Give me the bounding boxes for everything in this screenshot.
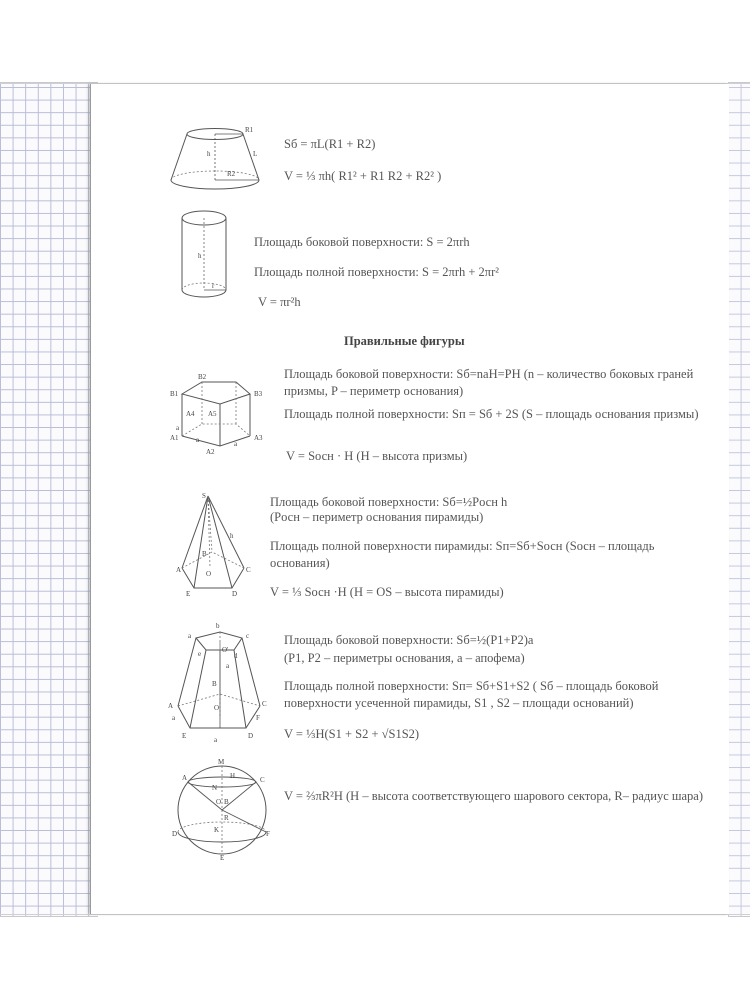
svg-text:B3: B3 <box>254 390 263 398</box>
svg-text:F: F <box>256 714 260 722</box>
svg-text:R2: R2 <box>227 170 236 178</box>
svg-text:h: h <box>198 252 202 260</box>
svg-text:A5: A5 <box>208 410 217 418</box>
prism-volume: V = Sосн · H (H – высота призмы) <box>286 449 468 463</box>
frustum-pyramid-figure <box>168 620 272 744</box>
cylinder-volume: V = πr²h <box>258 295 301 309</box>
frustum-cone-volume-formula: V = ⅓ πh( R1² + R1 R2 + R2² ) <box>284 169 442 183</box>
svg-text:r: r <box>212 282 215 290</box>
svg-text:B: B <box>212 680 217 688</box>
svg-text:D: D <box>248 732 254 740</box>
svg-text:d: d <box>234 652 238 660</box>
svg-text:F: F <box>266 830 270 838</box>
svg-text:E: E <box>182 732 187 740</box>
svg-text:a: a <box>188 632 192 640</box>
cylinder-total-area: Площадь полной поверхности: S = 2πrh + 2πr² <box>254 265 500 279</box>
frustum-pyramid-volume: V = ⅓H(S1 + S2 + √S1S2) <box>284 727 420 741</box>
svg-text:R: R <box>224 814 229 822</box>
svg-text:N: N <box>212 784 218 792</box>
svg-text:C: C <box>262 700 267 708</box>
svg-text:K: K <box>214 826 220 834</box>
svg-text:O: O <box>214 704 220 712</box>
svg-text:B: B <box>224 798 229 806</box>
prism-total-area: Площадь полной поверхности: Sп = Sб + 2S (S – площадь основания призмы) <box>284 407 699 421</box>
svg-text:a: a <box>214 736 218 744</box>
sphere-figure <box>172 756 272 864</box>
svg-text:h: h <box>230 532 234 540</box>
cylinder-lateral-area: Площадь боковой поверхности: S = 2πrh <box>254 235 470 249</box>
svg-text:L: L <box>253 150 258 158</box>
svg-text:A: A <box>168 702 174 710</box>
svg-text:A1: A1 <box>170 434 179 442</box>
pyramid-volume: V = ⅓ Sосн ·H (H = OS – высота пирамиды) <box>270 585 504 599</box>
svg-text:A2: A2 <box>206 448 215 456</box>
sphere-volume: V = ⅔πR²H (H – высота соответствующего шарового сектора, R– радиус шара) <box>284 789 704 803</box>
svg-text:a: a <box>234 440 238 448</box>
cylinder-figure <box>178 208 234 304</box>
svg-text:A: A <box>182 774 188 782</box>
svg-text:a: a <box>172 714 176 722</box>
pyramid-figure <box>176 492 262 602</box>
prism-figure <box>168 370 268 460</box>
pyramid-lateral-note: (Pосн – периметр основания пирамиды) <box>270 510 484 524</box>
svg-text:h: h <box>207 150 211 158</box>
graph-paper-right <box>728 82 750 917</box>
svg-text:C: C <box>260 776 265 784</box>
frustum-pyramid-lateral-note: (P1, P2 – периметры основания, a – апофема) <box>284 651 525 665</box>
prism-lateral-area: Площадь боковой поверхности: Sб=naH=PH (n – количество боковых граней призмы, P – периметр основания) <box>284 367 694 398</box>
svg-text:C: C <box>246 566 251 574</box>
svg-text:S: S <box>202 492 206 500</box>
svg-text:E: E <box>220 854 225 862</box>
svg-text:A4: A4 <box>186 410 195 418</box>
svg-text:a: a <box>226 662 230 670</box>
svg-text:B: B <box>202 550 207 558</box>
frustum-pyramid-total-area: Площадь полной поверхности: Sп= Sб+S1+S2 ( Sб – площадь боковой поверхности усеченной пирамиды, S1 , S2 – площади оснований) <box>284 679 659 710</box>
pyramid-total-area: Площадь полной поверхности пирамиды: Sп=Sб+Sосн (Sосн – площадь основания) <box>270 539 655 570</box>
svg-text:O': O' <box>222 646 229 654</box>
svg-text:A: A <box>176 566 182 574</box>
svg-text:H: H <box>230 772 236 780</box>
graph-paper-left <box>0 82 98 917</box>
svg-text:b: b <box>216 622 220 630</box>
svg-text:a: a <box>196 436 200 444</box>
svg-text:O: O <box>216 798 222 806</box>
frustum-cone-figure <box>163 124 268 194</box>
svg-text:B2: B2 <box>198 373 207 381</box>
bottom-edge <box>0 914 750 915</box>
svg-text:M: M <box>218 758 225 766</box>
svg-text:c: c <box>246 632 250 640</box>
section-title: Правильные фигуры <box>344 334 465 348</box>
pyramid-lateral-area: Площадь боковой поверхности: Sб=½Pосн h <box>270 495 508 509</box>
frustum-cone-area-formula: Sб = πL(R1 + R2) <box>284 137 376 151</box>
frustum-pyramid-lateral-area: Площадь боковой поверхности: Sб=½(P1+P2)a <box>284 633 534 647</box>
svg-text:a: a <box>176 424 180 432</box>
svg-text:R1: R1 <box>245 126 254 134</box>
svg-text:E: E <box>186 590 191 598</box>
svg-text:O: O <box>206 570 212 578</box>
svg-text:B1: B1 <box>170 390 179 398</box>
svg-text:e: e <box>198 650 202 658</box>
svg-text:D: D <box>172 830 178 838</box>
svg-text:D: D <box>232 590 238 598</box>
svg-text:A3: A3 <box>254 434 263 442</box>
